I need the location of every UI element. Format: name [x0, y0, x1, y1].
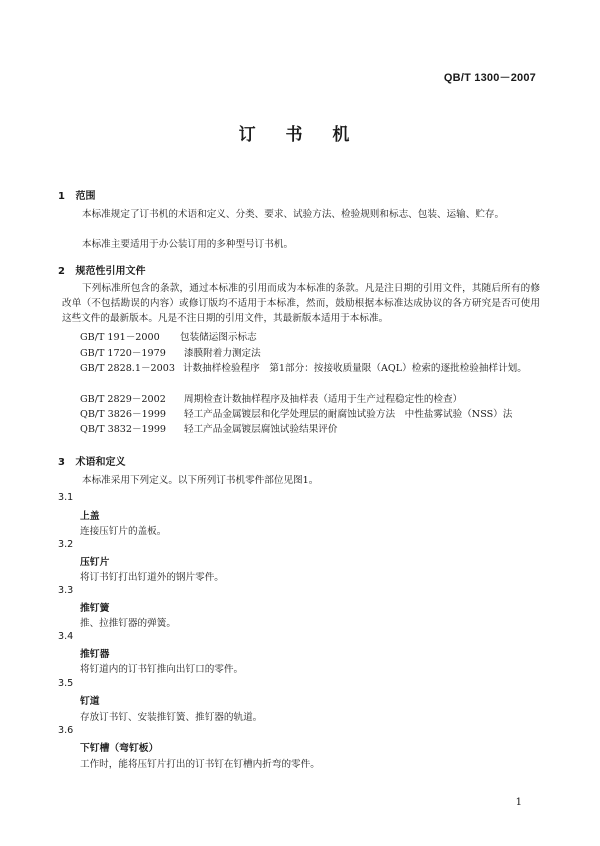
term-number: 3.3 — [58, 585, 74, 596]
references-paragraph: 下列标准所包含的条款，通过本标准的引用而成为本标准的条款。凡是注日期的引用文件，其随后所有的修改单（不包括勘误的内容）或修订版均不适用于本标准，然而，鼓励根据本标准达成协议的各方研究是否可使用这些文件的最新版本。凡是不注日期的引用文件，其最新版本适用于本标准。 — [62, 283, 540, 324]
scope-paragraph-1: 本标准规定了订书机的术语和定义、分类、要求、试验方法、检验规则和标志、包装、运输、贮存。 — [82, 209, 505, 220]
term-definition: 将订书钉打出钉道外的钢片零件。 — [80, 572, 224, 583]
section-title: 规范性引用文件 — [75, 266, 146, 277]
section-heading-scope — [58, 187, 95, 202]
reference-item: GB/T 2829－2002 周期检查计数抽样程序及抽样表（适用于生产过程稳定性的检查） — [80, 394, 463, 405]
term-definition: 存放订书钉、安装推钉簧、推钉器的轨道。 — [80, 712, 263, 723]
term-definition: 将钉道内的订书钉推向出钉口的零件。 — [80, 664, 244, 675]
term-name: 压钉片 — [80, 557, 110, 568]
reference-item: GB/T 191－2000 包装储运图示标志 — [80, 332, 257, 343]
section-number: 1 — [58, 191, 65, 202]
term-number: 3.4 — [58, 631, 74, 642]
term-name: 上盖 — [80, 511, 100, 522]
scope-paragraph-2: 本标准主要适用于办公装订用的多种型号订书机。 — [82, 239, 294, 250]
term-name: 钉道 — [80, 696, 100, 707]
term-definition: 推、拉推钉器的弹簧。 — [80, 618, 176, 629]
section-heading-references — [58, 262, 145, 277]
term-name: 推钉器 — [80, 649, 110, 660]
reference-item: QB/T 3832－1999 轻工产品金属镀层腐蚀试验结果评价 — [80, 424, 338, 435]
term-number: 3.1 — [58, 492, 74, 503]
term-definition: 连接压钉片的盖板。 — [80, 526, 167, 537]
section-number: 2 — [58, 266, 65, 277]
term-number: 3.2 — [58, 539, 74, 550]
section-number: 3 — [58, 457, 65, 468]
standard-code: QB/T 1300－2007 — [443, 72, 536, 84]
reference-item: GB/T 2828.1－2003 计数抽样检验程序 第1部分：按接收质量限（AQL）检索的逐批检验抽样计划。 — [80, 363, 527, 374]
term-number: 3.6 — [58, 725, 74, 736]
reference-item: QB/T 3826－1999 轻工产品金属镀层和化学处理层的耐腐蚀试验方法 中性盐雾试验（NSS）法 — [80, 409, 513, 420]
section-title: 范围 — [75, 191, 96, 202]
page-title: 订 书 机 — [238, 125, 362, 145]
page-number: 1 — [515, 797, 522, 808]
section-title: 术语和定义 — [75, 457, 126, 468]
term-name: 下钉槽（弯钉板） — [80, 743, 159, 754]
term-number: 3.5 — [58, 678, 74, 689]
terms-paragraph: 本标准采用下列定义。以下所列订书机零件部位见图1。 — [82, 475, 319, 486]
term-name: 推钉簧 — [80, 603, 110, 614]
section-heading-terms — [58, 453, 125, 468]
reference-item: GB/T 1720－1979 漆膜附着力测定法 — [80, 348, 261, 359]
term-definition: 工作时，能将压钉片打出的订书钉在钉槽内折弯的零件。 — [80, 759, 320, 770]
